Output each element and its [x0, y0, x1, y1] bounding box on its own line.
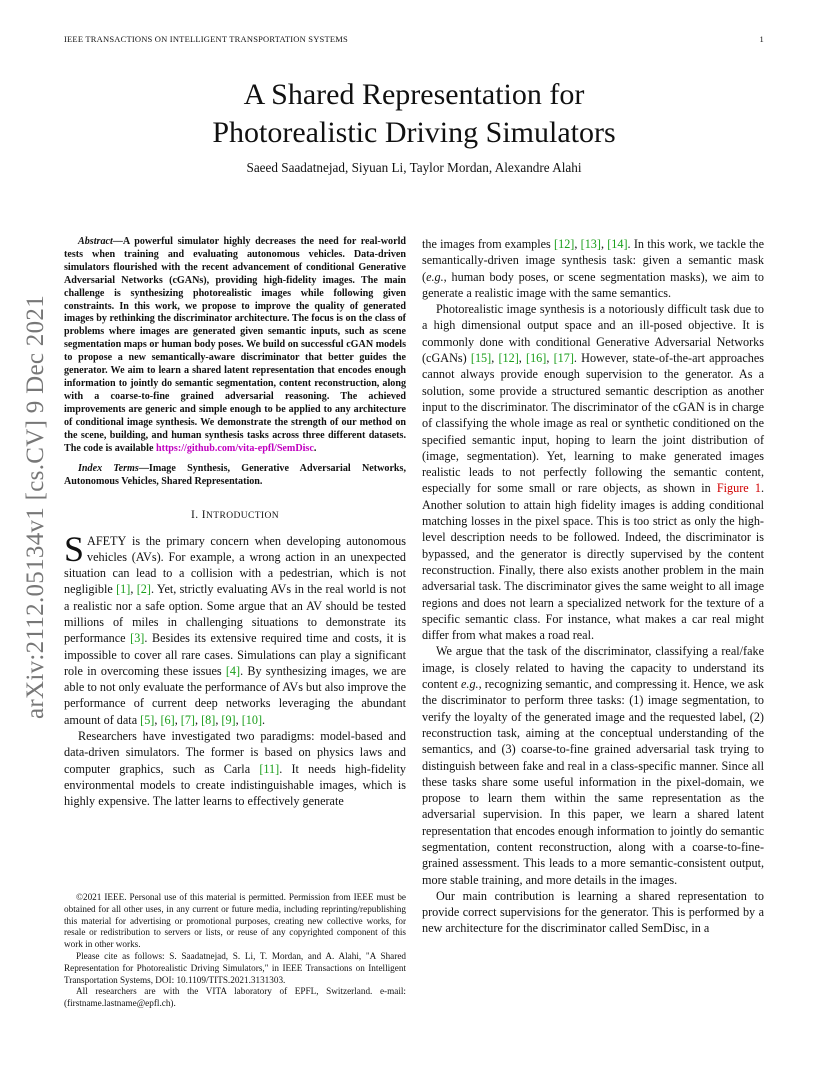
intro-text-e: .	[262, 712, 266, 727]
left-column	[64, 236, 406, 810]
eg-italic: e.g.	[460, 677, 479, 692]
r0-text-c: , human body poses, or scene segmentation masks), we aim to generate a realistic image with the same semantics.	[422, 269, 764, 300]
paper-title	[0, 76, 828, 152]
r0-text-b: . In this work, we tackle the semantically-driven image synthesis task: given a semantic mask (	[422, 237, 765, 284]
page-number: 1	[759, 34, 764, 44]
citation-link[interactable]: [12]	[554, 237, 575, 251]
sep: ,	[518, 351, 527, 366]
citation-link[interactable]: [3]	[130, 631, 145, 646]
r1-text-b: . However, state-of-the-art approaches cannot always provide enough supervision to the generator. As a solution, some provide a structured semantic description as another input to the discriminator. The discriminator of the cGAN is in charge of classifying the whole image as real or synthetic conditioned on the specified semantic input, hoping to learn the joint distribution of (image, segmentation). Yet, learning to make generated images realistic leads to not perfectly following the semantic content, especially for some small or rare objects, as shown in	[422, 351, 764, 496]
intro-text-c: . Besides its extensive required time and costs, it is impossible to cover all rare cases. Simulations can play a significant role in overcoming these issues	[64, 631, 407, 678]
citation-link[interactable]: [2]	[136, 582, 151, 597]
journal-name: IEEE TRANSACTIONS ON INTELLIGENT TRANSPORTATION SYSTEMS	[64, 34, 348, 44]
citation-link[interactable]: [6]	[160, 712, 175, 727]
index-terms-text: —Image Synthesis, Generative Adversarial Networks, Autonomous Vehicles, Shared Representation.	[64, 463, 406, 488]
r1-text-a: Photorealistic image synthesis is a notoriously difficult task due to a high dimensional output space and an ill-posed objective. It is commonly done with conditional Generative Adversarial Networks (cGANs)	[422, 302, 764, 366]
sep: ,	[195, 712, 202, 727]
citation-link[interactable]: [11]	[259, 761, 280, 776]
sep: ,	[235, 712, 242, 727]
section-numeral: I.	[190, 509, 202, 522]
intro-paragraph-1	[64, 528, 407, 729]
r2-text-b: , recognizing semantic, and compressing it. Hence, we ask the discriminator to perform three tasks: (1) image segmentation, to verify the loyalty of the generated image and the requested label, (2) reconstruction task, aiming at the conceptual understanding of the semantics, and (3) coarse-to-fine grained adversarial task trying to distinguish between fake and real in a class-specific manner. Since all these tasks share some useful information in the pixel-domain, we propose to learn them within the same representation as the adversarial supervision. In this paper, we learn a shared latent representation that encodes enough information to jointly do semantic segmentation, content reconstruction, along with a coarse-to-fine-grained assessment. This leads to a more semantic-consistent output, more stable training, and more details in the images.	[422, 677, 764, 887]
right-paragraph-3	[422, 888, 764, 937]
intro-text-a: is the primary concern when developing autonomous vehicles (AVs). For example, a wrong action in an unexpected situation can lead to a collision with a pedestrian, which is not negligible	[64, 533, 406, 597]
r0-text-a: the images from examples	[422, 237, 555, 251]
citation-link[interactable]: [13]	[580, 237, 601, 251]
citation-link[interactable]: [4]	[225, 663, 241, 678]
r3-text-a: Our main contribution is learning a shared representation to provide correct supervisions for the generator. This is performed by a new architecture for the discriminator called SemDisc, in a	[422, 888, 764, 936]
copyright-note: ©2021 IEEE. Personal use of this material is permitted. Permission from IEEE must be obtained for all other uses, in any current or future media, including reprinting/republishing this material for advertising or promotional purposes, creating new collective works, for resale or redistribution to servers or lists, or reuse of any copyrighted component of this work in other works.	[64, 892, 406, 950]
intro-text-b: . Yet, strictly evaluating AVs in the real world is not a realistic nor a safe option. Some argue that an AV should be tested millions of miles in challenging situations to demonstrate its performance	[64, 582, 406, 646]
abstract-text: —A powerful simulator highly decreases the need for real-world tests when training and evaluating autonomous vehicles. Data-driven simulators flourished with the recent advancement of conditional Generative Adversarial Networks (cGANs), providing high-fidelity images. The main challenge is synthesizing photorealistic images while following given constraints. In this work, we propose to improve the quality of generated images by rethinking the discriminator architecture. The focus is on the class of problems where images are generated given semantic inputs, such as scene segmentation maps or human body poses. We build on successful cGAN models to propose a new semantically-aware discriminator that better guides the generator. We aim to learn a shared latent representation that encodes enough information to jointly do semantic segmentation, content reconstruction, along with a coarse-to-fine grained adversarial reasoning. The achieved improvements are generic and simple enough to be applied to any architecture of conditional image synthesis. We demonstrate the strength of our method on the scene, building, and human synthesis tasks across three different datasets. The code is available	[64, 236, 406, 454]
p2-text-b: . It needs high-fidelity environmental models to create indistinguishable images, which is highly expensive. The latter learns to effectively generate	[64, 761, 406, 809]
right-paragraph-1	[422, 301, 764, 643]
abstract-end: .	[313, 442, 317, 454]
abstract-label: Abstract	[78, 236, 113, 247]
citation-link[interactable]: [17]	[553, 351, 574, 366]
p2-text-a: Researchers have investigated two paradigms: model-based and data-driven simulators. The former is based on physics laws and computer graphics, such as Carla	[64, 729, 406, 776]
arxiv-identifier: arXiv:2112.05134v1 [cs.CV] 9 Dec 2021	[22, 295, 49, 719]
intro-paragraph-2	[64, 728, 406, 809]
sep: ,	[600, 237, 608, 251]
sep: ,	[154, 712, 161, 727]
intro-smallcaps: AFETY	[87, 533, 127, 548]
citation-link[interactable]: [12]	[498, 351, 519, 366]
title-line-1: A Shared Representation for	[243, 78, 585, 111]
right-paragraph-2	[422, 643, 764, 887]
affiliation-note: All researchers are with the VITA laboratory of EPFL, Switzerland. e-mail: (firstname.lastname@epfl.ch).	[64, 986, 406, 1009]
citation-link[interactable]: [1]	[116, 582, 131, 597]
citation-link[interactable]: [14]	[607, 237, 628, 251]
sep: ,	[574, 237, 581, 251]
abstract	[64, 236, 406, 455]
intro-text-d: . By synthesizing images, we are able to not only evaluate the performance of AVs but also improve the performance of current deep networks leveraging the abundant amount of data	[64, 663, 406, 727]
index-terms	[64, 463, 406, 489]
figure-link[interactable]: Figure 1	[716, 481, 761, 496]
drop-cap: S	[64, 528, 85, 569]
code-link[interactable]: https://github.com/vita-epfl/SemDisc	[155, 442, 314, 454]
sep: ,	[174, 712, 181, 727]
author-list: Saeed Saadatnejad, Siyuan Li, Taylor Mordan, Alexandre Alahi	[246, 160, 582, 175]
right-column	[422, 236, 764, 937]
citation-link[interactable]: [10]	[241, 712, 263, 727]
r1-text-c: . Another solution to attain high fidelity images is adding conditional matching losses in the pixel space. This is too strict as only the high-level description needs to be followed. Indeed, the discriminator is bypassed, and the generator is directly supervised by the content reconstruction. Finally, there also exists another problem in the main adversarial task. The discriminator gives the same weight to all image regions and does not learn a specialized network for the texture of a specific semantic class. For instance, what makes a car real might differ from what makes a road real.	[422, 481, 764, 643]
sep: ,	[215, 712, 222, 727]
running-header	[64, 34, 764, 44]
r2-text-a: We argue that the task of the discriminator, classifying a real/fake image, is closely related to having the capacity to understand its content	[422, 644, 764, 692]
citation-note: Please cite as follows: S. Saadatnejad, S. Li, T. Mordan, and A. Alahi, "A Shared Representation for Photorealistic Driving Simulators," in IEEE Transactions on Intelligent Transportation Systems, DOI: 10.1109/TITS.2021.3131303.	[64, 950, 406, 985]
index-terms-label: Index Terms	[78, 463, 139, 475]
title-line-2: Photorealistic Driving Simulators	[212, 116, 616, 149]
citation-link[interactable]: [7]	[180, 712, 195, 727]
sep: ,	[546, 351, 554, 366]
citation-link[interactable]: [8]	[201, 712, 216, 727]
citation-link[interactable]: [16]	[526, 351, 547, 366]
eg-italic: e.g.	[426, 269, 444, 284]
sep: ,	[130, 582, 137, 597]
section-title-first: I	[201, 509, 206, 522]
sep: ,	[491, 351, 499, 366]
section-title-rest: NTRODUCTION	[206, 511, 280, 522]
section-heading-introduction	[64, 507, 406, 524]
citation-link[interactable]: [15]	[470, 351, 492, 366]
citation-link[interactable]: [9]	[221, 712, 236, 727]
footnote	[64, 892, 406, 1010]
arxiv-stamp	[16, 292, 56, 722]
citation-link[interactable]: [5]	[140, 712, 155, 727]
right-paragraph-0	[422, 236, 764, 301]
